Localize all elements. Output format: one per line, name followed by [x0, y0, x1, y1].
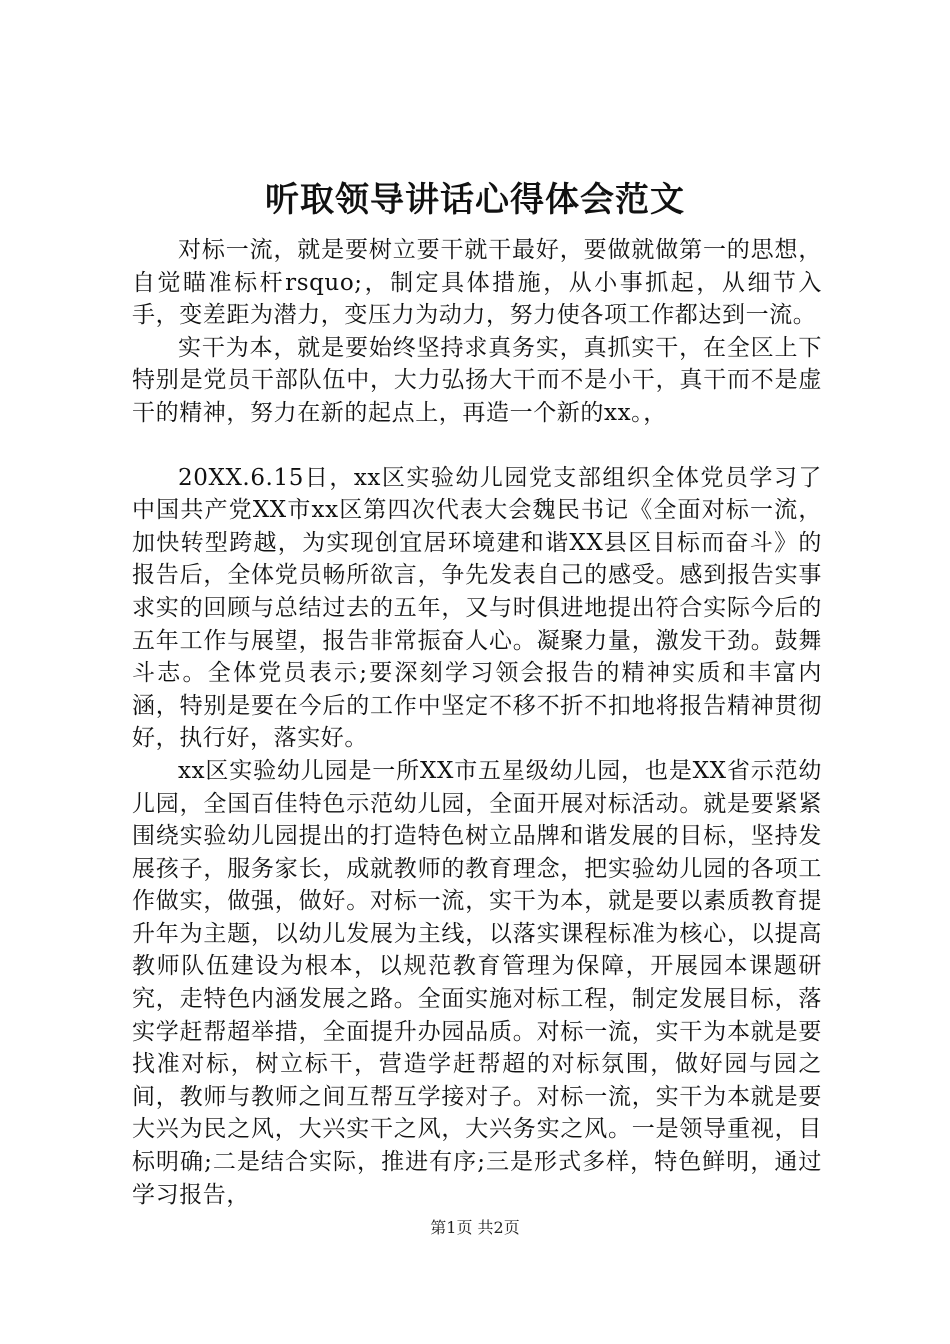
document-title: 听取领导讲话心得体会范文: [265, 180, 685, 220]
paragraph-4: xx区实验幼儿园是一所XX市五星级幼儿园，也是XX省示范幼儿园，全国百佳特色示范幼儿园，全面开展对标活动。就是要紧紧围绕实验幼儿园提出的打造特色树立品牌和谐发展的目标，坚持发展孩子，服务家长，成就教师的教育理念，把实验幼儿园的各项工作做实，做强，做好。对标一流，实干为本，就是要以素质教育提升年为主题，以幼儿发展为主线，以落实课程标准为核心，以提高教师队伍建设为根本，以规范教育管理为保障，开展园本课题研究，走特色内涵发展之路。全面实施对标工程，制定发展目标，落实学赶帮超举措，全面提升办园品质。对标一流，实干为本就是要找准对标，树立标干，营造学赶帮超的对标氛围，做好园与园之间，教师与教师之间互帮互学接对子。对标一流，实干为本就是要大兴为民之风，大兴实干之风，大兴务实之风。一是领导重视，目标明确;二是结合实际，推进有序;三是形式多样，特色鲜明，通过学习报告，: [132, 757, 822, 1208]
paragraph-2: 实干为本，就是要始终坚持求真务实，真抓实干，在全区上下特别是党员干部队伍中，大力弘扬大干而不是小干，真干而不是虚干的精神，努力在新的起点上，再造一个新的xx。，: [132, 334, 822, 426]
paragraph-1: 对标一流，就是要树立要干就干最好，要做就做第一的思想，自觉瞄准标杆rsquo;，制定具体措施，从小事抓起，从细节入手，变差距为潜力，变压力为动力，努力使各项工作都达到一流。: [132, 237, 822, 329]
paragraph-3: 20XX.6.15日，xx区实验幼儿园党支部组织全体党员学习了中国共产党XX市xx区第四次代表大会魏民书记《全面对标一流，加快转型跨越，为实现创宜居环境建和谐XX县区目标而奋斗》的报告后，全体党员畅所欲言，争先发表自己的感受。感到报告实事求实的回顾与总结过去的五年，又与时俱进地提出符合实际今后的五年工作与展望，报告非常振奋人心。凝聚力量，激发干劲。鼓舞斗志。全体党员表示;要深刻学习领会报告的精神实质和丰富内涵，特别是要在今后的工作中坚定不移不折不扣地将报告精神贯彻好，执行好，落实好。: [132, 464, 822, 752]
document-body: [132, 234, 822, 1211]
paragraph-gap: [132, 430, 822, 462]
page-number-footer: 第1页 共2页: [430, 1218, 520, 1237]
